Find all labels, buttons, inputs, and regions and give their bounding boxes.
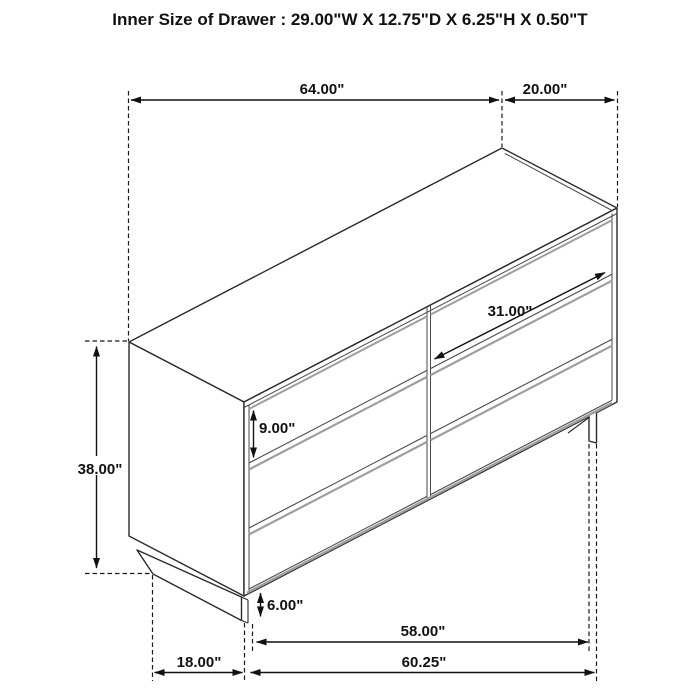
- dim-label-base-depth: 18.00": [176, 654, 222, 671]
- dim-label-drawer-width: 31.00": [487, 303, 533, 320]
- dim-label-base-length: 60.25": [401, 654, 447, 671]
- dresser-body: [129, 148, 617, 621]
- dim-label-base-height: 6.00": [267, 597, 304, 614]
- dim-label-base-span: 58.00": [400, 623, 446, 640]
- dim-label-top-depth: 20.00": [522, 81, 568, 98]
- diagram-title: Inner Size of Drawer : 29.00"W X 12.75"D X 6.25"H X 0.50"T: [112, 10, 588, 29]
- dim-label-height: 38.00": [77, 461, 123, 478]
- dim-label-top-width: 64.00": [299, 81, 345, 98]
- dresser-leg-right: [589, 412, 597, 444]
- dim-label-drawer-height: 9.00": [259, 420, 296, 437]
